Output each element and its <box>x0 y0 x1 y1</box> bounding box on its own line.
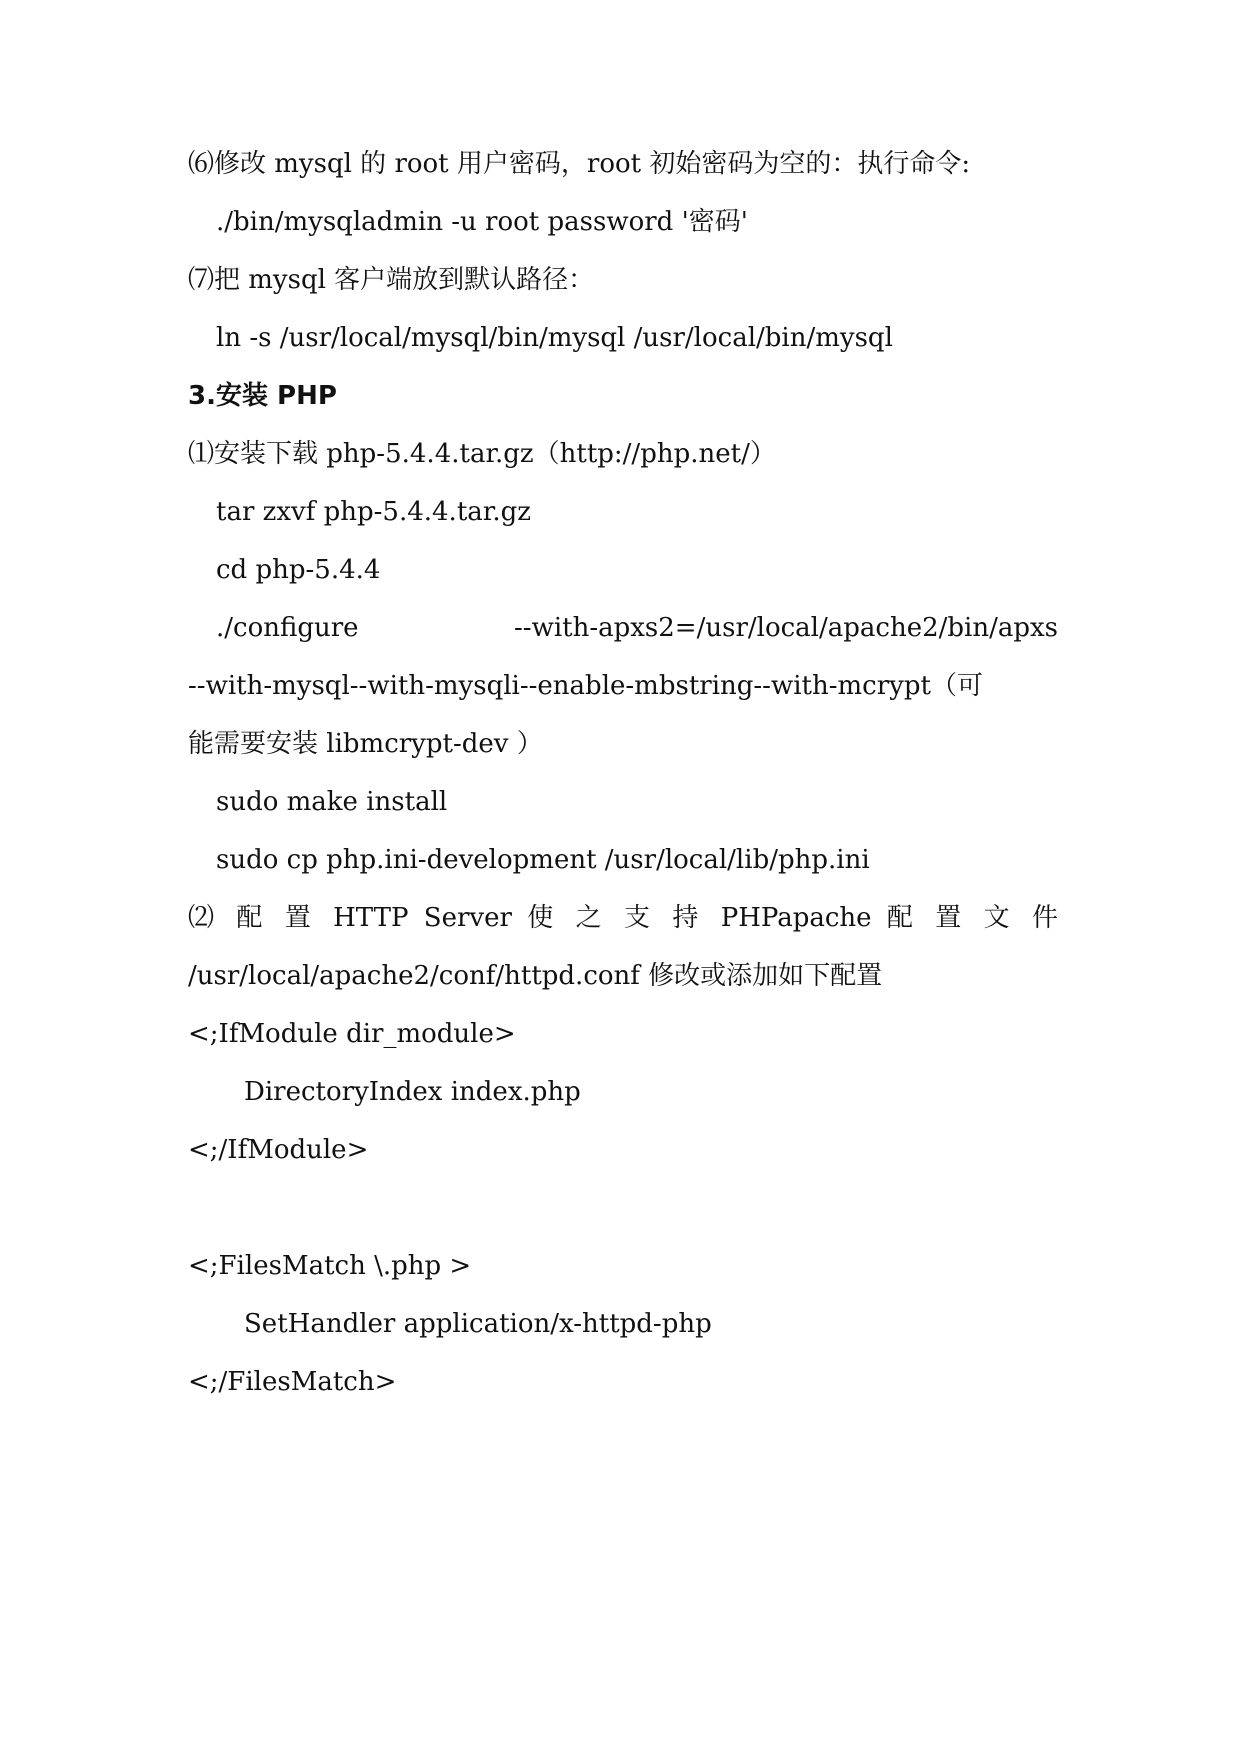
code-line: ./bin/mysqladmin -u root password '密码' <box>216 207 748 237</box>
code-line: <;FilesMatch \.php > <box>188 1251 472 1281</box>
text-line: ⑵ 配 置 HTTP Server 使 之 支 持 PHPapache 配 置 文 件 <box>188 903 1058 933</box>
code-line: --with-mysql--with-mysqli--enable-mbstring--with-mcrypt（可 <box>188 671 983 701</box>
code-line: <;IfModule dir_module> <box>188 1019 516 1049</box>
code-line: ./configure --with-apxs2=/usr/local/apache2/bin/apxs <box>216 613 1058 643</box>
code-line: ln -s /usr/local/mysql/bin/mysql /usr/local/bin/mysql <box>216 323 893 353</box>
code-line: <;/IfModule> <box>188 1135 369 1165</box>
text-line: /usr/local/apache2/conf/httpd.conf 修改或添加如下配置 <box>188 961 883 991</box>
code-line: tar zxvf php-5.4.4.tar.gz <box>216 497 531 527</box>
section-heading: 3.安装 PHP <box>188 381 337 411</box>
text-line: 能需要安装 libmcrypt-dev ） <box>188 729 543 759</box>
code-line: cd php-5.4.4 <box>216 555 381 585</box>
code-line: sudo cp php.ini-development /usr/local/lib/php.ini <box>216 845 870 875</box>
code-line: DirectoryIndex index.php <box>244 1077 581 1107</box>
text-line: ⑴安装下载 php-5.4.4.tar.gz（http://php.net/） <box>188 439 776 469</box>
code-line: sudo make install <box>216 787 448 817</box>
code-line: SetHandler application/x-httpd-php <box>244 1309 712 1339</box>
code-line: <;/FilesMatch> <box>188 1367 397 1397</box>
text-line: ⑺把 mysql 客户端放到默认路径： <box>188 265 595 295</box>
text-line: ⑹修改 mysql 的 root 用户密码，root 初始密码为空的：执行命令: <box>188 149 971 179</box>
